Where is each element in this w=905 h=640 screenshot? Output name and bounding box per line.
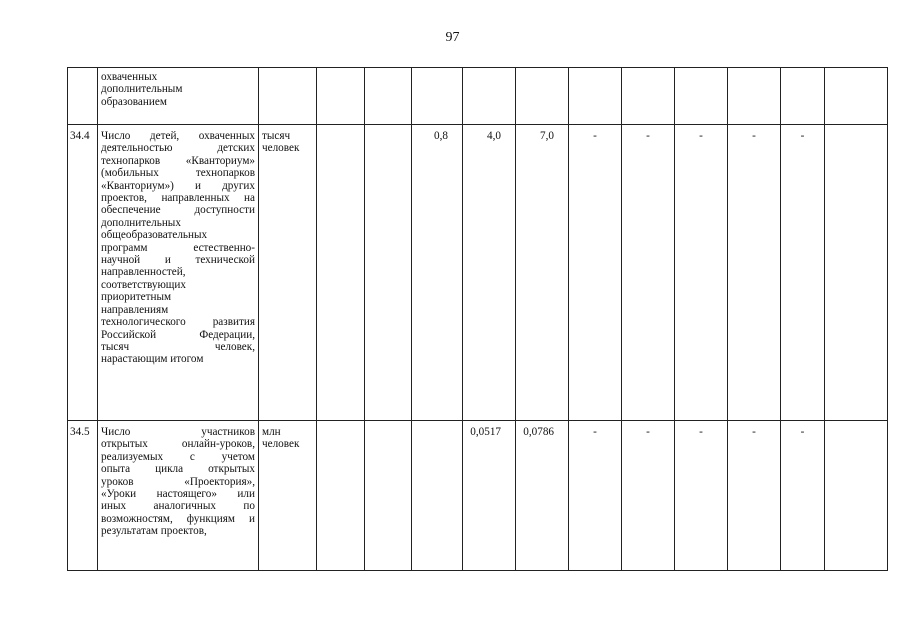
description-line: технопарков «Кванториум»: [101, 154, 255, 167]
description-line: опыта цикла открытых: [101, 463, 255, 476]
value-cell: [622, 68, 675, 125]
value-cell: -: [675, 125, 728, 421]
description-line: Число детей, охваченных: [101, 130, 255, 142]
value-cell: [569, 68, 622, 125]
description-line: деятельностью детских: [101, 142, 255, 155]
description-line: нарастающим итогом: [101, 353, 204, 366]
value-cell: [728, 68, 781, 125]
description-line: охваченных: [101, 71, 158, 83]
table-row: [68, 421, 888, 571]
value-cell: -: [728, 421, 781, 571]
value-cell: -: [622, 421, 675, 571]
description-line: «Уроки настоящего» или: [101, 488, 255, 501]
value-cell: [365, 68, 412, 125]
value-cell: [365, 125, 412, 421]
value-cell: [317, 68, 365, 125]
unit-cell: млн человек: [259, 421, 317, 571]
value-cell: 0,0517: [463, 421, 516, 571]
value-cell: [463, 68, 516, 125]
value-cell: -: [622, 125, 675, 421]
value-cell: 0,0786: [516, 421, 569, 571]
unit-cell: [259, 68, 317, 125]
description-line: возможностям, функциям и: [101, 512, 255, 525]
value-cell: -: [675, 421, 728, 571]
description-line: результатам проектов,: [101, 525, 207, 538]
description-line: образованием: [101, 95, 167, 108]
value-cell: -: [569, 125, 622, 421]
indicator-description-cell: [98, 125, 259, 421]
value-cell: [825, 68, 888, 125]
value-cell: -: [781, 125, 825, 421]
description-line: Российской Федерации,: [101, 328, 255, 341]
value-cell: [365, 421, 412, 571]
description-line: тысяч человек,: [101, 340, 255, 353]
value-cell: [317, 421, 365, 571]
row-number-cell: 34.5: [68, 421, 98, 571]
description-line: научной и технической: [101, 254, 255, 267]
value-cell: [825, 421, 888, 571]
value-cell: 7,0: [516, 125, 569, 421]
table-row: [68, 68, 888, 125]
value-cell: [781, 68, 825, 125]
value-cell: [516, 68, 569, 125]
row-number-cell: [68, 68, 98, 125]
description-line: соответствующих: [101, 278, 187, 291]
description-line: обеспечение доступности: [101, 204, 255, 217]
description-line: программ естественно-: [101, 241, 255, 254]
table-row: [68, 125, 888, 421]
indicators-table: [67, 67, 888, 571]
unit-cell: тысяч человек: [259, 125, 317, 421]
description-line: приоритетным: [101, 291, 172, 304]
description-line: (мобильных технопарков: [101, 167, 255, 180]
page-number: 97: [445, 30, 460, 45]
description-line: реализуемых с учетом: [101, 450, 255, 463]
value-cell: [317, 125, 365, 421]
description-line: иных аналогичных по: [101, 500, 255, 513]
description-line: уроков «Проектория»,: [101, 475, 255, 488]
description-line: проектов, направленных на: [101, 192, 255, 205]
value-cell: [412, 421, 463, 571]
row-number-cell: 34.4: [68, 125, 98, 421]
value-cell: [825, 125, 888, 421]
description-line: «Кванториум») и других: [101, 179, 255, 192]
description-line: направленностей,: [101, 266, 186, 279]
description-line: Число участников: [101, 426, 255, 438]
description-line: общеобразовательных: [101, 229, 208, 242]
description-line: дополнительных: [101, 216, 181, 229]
description-line: дополнительным: [101, 83, 183, 96]
value-cell: 0,8: [412, 125, 463, 421]
indicator-description-cell: [98, 421, 259, 571]
value-cell: 4,0: [463, 125, 516, 421]
description-line: направлениям: [101, 303, 169, 316]
value-cell: -: [781, 421, 825, 571]
value-cell: -: [728, 125, 781, 421]
value-cell: [675, 68, 728, 125]
description-line: технологического развития: [101, 316, 255, 329]
value-cell: [412, 68, 463, 125]
indicator-description-cell: [98, 68, 259, 125]
value-cell: -: [569, 421, 622, 571]
description-line: открытых онлайн-уроков,: [101, 438, 255, 451]
